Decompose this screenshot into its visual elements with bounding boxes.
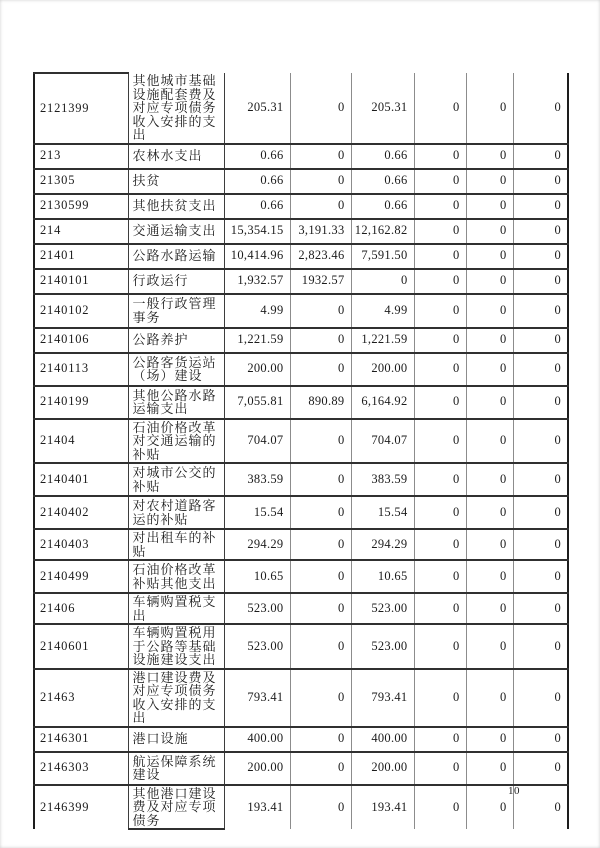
value-cell: 0.66 [351,144,414,169]
value-cell: 0 [513,386,568,419]
table-row [34,529,568,560]
value-cell: 294.29 [351,529,414,560]
code-cell: 214 [34,219,128,244]
value-cell: 0 [290,194,351,219]
value-cell: 793.41 [351,669,414,727]
value-cell: 0 [290,752,351,785]
value-cell: 0 [513,624,568,669]
name-cell: 航运保障系统建设 [128,752,224,785]
value-cell: 15.54 [224,496,290,529]
value-cell: 400.00 [351,727,414,752]
table-row [34,244,568,269]
table-row [34,560,568,593]
name-cell: 公路水路运输 [128,244,224,269]
name-cell: 其他公路水路运输支出 [128,386,224,419]
value-cell: 200.00 [224,353,290,386]
table-row [34,386,568,419]
value-cell: 4.99 [224,294,290,328]
code-cell: 2146399 [34,785,128,830]
name-cell: 石油价格改革补贴其他支出 [128,560,224,593]
value-cell: 0 [290,560,351,593]
table-row [34,496,568,529]
value-cell: 0 [414,785,466,830]
name-cell: 交通运输支出 [128,219,224,244]
value-cell: 0 [290,73,351,144]
value-cell: 0 [414,194,466,219]
code-cell: 2140401 [34,463,128,496]
value-cell: 193.41 [224,785,290,830]
code-cell: 21305 [34,169,128,194]
value-cell: 0 [466,624,513,669]
value-cell: 1,221.59 [351,328,414,353]
value-cell: 0 [414,496,466,529]
table-row [34,294,568,328]
value-cell: 0 [414,593,466,624]
value-cell: 523.00 [224,624,290,669]
value-cell: 0 [414,529,466,560]
value-cell: 0 [290,496,351,529]
table-row [34,194,568,219]
code-cell: 2146303 [34,752,128,785]
value-cell: 704.07 [351,419,414,464]
table-row [34,785,568,830]
value-cell: 0 [414,624,466,669]
value-cell: 400.00 [224,727,290,752]
value-cell: 0 [466,727,513,752]
value-cell: 0 [466,386,513,419]
value-cell: 6,164.92 [351,386,414,419]
value-cell: 0 [513,328,568,353]
code-cell: 2140113 [34,353,128,386]
value-cell: 0 [414,463,466,496]
value-cell: 200.00 [224,752,290,785]
code-cell: 2140102 [34,294,128,328]
value-cell: 0.66 [351,194,414,219]
value-cell: 0 [466,463,513,496]
value-cell: 0 [290,727,351,752]
value-cell: 0 [513,785,568,830]
value-cell: 0 [513,463,568,496]
code-cell: 2121399 [34,73,128,144]
name-cell: 其他扶贫支出 [128,194,224,219]
value-cell: 0 [466,419,513,464]
code-cell: 213 [34,144,128,169]
table-row [34,624,568,669]
value-cell: 0 [513,219,568,244]
name-cell: 车辆购置税用于公路等基础设施建设支出 [128,624,224,669]
code-cell: 2140403 [34,529,128,560]
value-cell: 7,591.50 [351,244,414,269]
value-cell: 0 [513,269,568,294]
code-cell: 2130599 [34,194,128,219]
name-cell: 公路养护 [128,328,224,353]
table-row [34,328,568,353]
value-cell: 0 [466,294,513,328]
value-cell: 200.00 [351,353,414,386]
name-cell: 对出租车的补贴 [128,529,224,560]
value-cell: 0 [414,386,466,419]
code-cell: 2140601 [34,624,128,669]
value-cell: 0 [414,560,466,593]
name-cell: 石油价格改革对交通运输的补贴 [128,419,224,464]
value-cell: 0 [414,328,466,353]
table-row [34,752,568,785]
value-cell: 0 [513,752,568,785]
name-cell: 车辆购置税支出 [128,593,224,624]
code-cell: 21404 [34,419,128,464]
value-cell: 0 [414,269,466,294]
name-cell: 其他港口建设费及对应专项债务 [128,785,224,830]
value-cell: 7,055.81 [224,386,290,419]
value-cell: 0 [513,496,568,529]
value-cell: 1,221.59 [224,328,290,353]
code-cell: 21401 [34,244,128,269]
value-cell: 383.59 [351,463,414,496]
value-cell: 0 [290,624,351,669]
code-cell: 2140101 [34,269,128,294]
value-cell: 0 [290,669,351,727]
value-cell: 12,162.82 [351,219,414,244]
value-cell: 0 [290,328,351,353]
value-cell: 0 [466,328,513,353]
value-cell: 0 [466,73,513,144]
name-cell: 对城市公交的补贴 [128,463,224,496]
value-cell: 0 [513,593,568,624]
value-cell: 0.66 [351,169,414,194]
value-cell: 15.54 [351,496,414,529]
value-cell: 0 [466,194,513,219]
code-cell: 21406 [34,593,128,624]
value-cell: 0 [414,419,466,464]
value-cell: 383.59 [224,463,290,496]
value-cell: 0 [290,463,351,496]
value-cell: 0 [513,73,568,144]
value-cell: 0 [290,419,351,464]
table-row [34,269,568,294]
name-cell: 一般行政管理事务 [128,294,224,328]
value-cell: 523.00 [224,593,290,624]
value-cell: 0 [513,353,568,386]
value-cell: 0 [290,593,351,624]
value-cell: 0 [290,353,351,386]
value-cell: 0 [290,294,351,328]
value-cell: 0 [513,560,568,593]
value-cell: 0 [513,529,568,560]
value-cell: 0 [414,669,466,727]
value-cell: 1932.57 [290,269,351,294]
name-cell: 对农村道路客运的补贴 [128,496,224,529]
name-cell: 港口设施 [128,727,224,752]
value-cell: 0 [290,785,351,830]
value-cell: 0 [513,244,568,269]
code-cell: 2140106 [34,328,128,353]
name-cell: 行政运行 [128,269,224,294]
code-cell: 2140402 [34,496,128,529]
value-cell: 0 [466,669,513,727]
value-cell: 0 [351,269,414,294]
budget-table-body [34,73,568,829]
value-cell: 890.89 [290,386,351,419]
table-row [34,593,568,624]
value-cell: 0 [466,529,513,560]
value-cell: 294.29 [224,529,290,560]
value-cell: 0 [290,169,351,194]
table-row [34,219,568,244]
value-cell: 0 [414,294,466,328]
value-cell: 0 [513,669,568,727]
value-cell: 0 [513,194,568,219]
value-cell: 0 [466,219,513,244]
value-cell: 793.41 [224,669,290,727]
name-cell: 公路客货运站（场）建设 [128,353,224,386]
value-cell: 0.66 [224,194,290,219]
value-cell: 0 [414,727,466,752]
page-number: 10 [508,785,520,797]
budget-table [33,72,569,830]
value-cell: 0 [466,593,513,624]
value-cell: 0 [466,353,513,386]
code-cell: 2140199 [34,386,128,419]
value-cell: 0.66 [224,169,290,194]
table-row [34,727,568,752]
value-cell: 0 [466,785,513,830]
code-cell: 2140499 [34,560,128,593]
value-cell: 0 [466,244,513,269]
value-cell: 4.99 [351,294,414,328]
value-cell: 704.07 [224,419,290,464]
value-cell: 10,414.96 [224,244,290,269]
value-cell: 523.00 [351,624,414,669]
table-row [34,144,568,169]
table-row [34,73,568,144]
table-row [34,353,568,386]
value-cell: 0 [513,727,568,752]
name-cell: 扶贫 [128,169,224,194]
value-cell: 0 [414,219,466,244]
table-row [34,419,568,464]
value-cell: 15,354.15 [224,219,290,244]
value-cell: 0 [513,294,568,328]
value-cell: 3,191.33 [290,219,351,244]
value-cell: 523.00 [351,593,414,624]
value-cell: 200.00 [351,752,414,785]
value-cell: 0 [513,144,568,169]
table-row [34,669,568,727]
value-cell: 0 [414,353,466,386]
value-cell: 0 [414,244,466,269]
value-cell: 0 [290,144,351,169]
value-cell: 0 [414,752,466,785]
name-cell: 农林水支出 [128,144,224,169]
value-cell: 0 [513,419,568,464]
name-cell: 其他城市基础设施配套费及对应专项债务收入安排的支出 [128,73,224,144]
code-cell: 2146301 [34,727,128,752]
value-cell: 0 [414,73,466,144]
value-cell: 0 [466,496,513,529]
value-cell: 0 [466,144,513,169]
value-cell: 0 [466,169,513,194]
value-cell: 205.31 [351,73,414,144]
value-cell: 0 [466,752,513,785]
value-cell: 0 [466,560,513,593]
value-cell: 10.65 [224,560,290,593]
value-cell: 0 [414,144,466,169]
value-cell: 205.31 [224,73,290,144]
value-cell: 2,823.46 [290,244,351,269]
value-cell: 0 [513,169,568,194]
value-cell: 10.65 [351,560,414,593]
value-cell: 193.41 [351,785,414,830]
value-cell: 0.66 [224,144,290,169]
value-cell: 1,932.57 [224,269,290,294]
value-cell: 0 [414,169,466,194]
table-row [34,169,568,194]
name-cell: 港口建设费及对应专项债务收入安排的支出 [128,669,224,727]
table-row [34,463,568,496]
value-cell: 0 [466,269,513,294]
code-cell: 21463 [34,669,128,727]
value-cell: 0 [290,529,351,560]
